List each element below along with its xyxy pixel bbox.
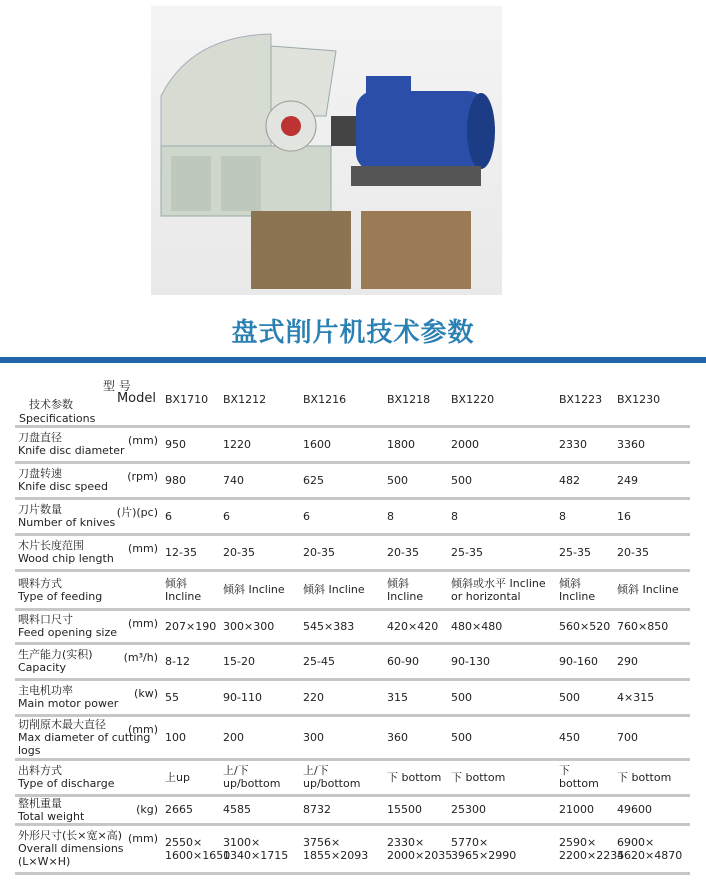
spec-cn-name: 出料方式 [18,764,62,777]
disc-chipper-illustration [151,6,502,295]
spec-value: 3756× 1855×2093 [300,824,384,873]
spec-label-cell [15,759,162,795]
spec-value: 20-35 [220,534,300,570]
spec-value: 220 [300,679,384,715]
spec-row [15,426,690,462]
spec-value: 2330× 2000×2035 [384,824,448,873]
spec-en-name: Capacity [18,661,67,674]
model-header: BX1220 [448,374,556,426]
spec-value: 20-35 [614,534,690,570]
spec-value: 740 [220,462,300,498]
spec-value: 980 [162,462,220,498]
spec-value: 4×315 [614,679,690,715]
spec-cn-name: 木片长度范围 [18,539,84,552]
spec-value: 倾斜 Incline [162,570,220,609]
spec-rows [15,426,690,873]
spec-en-name: Wood chip length [18,552,114,565]
spec-row [15,570,690,609]
spec-label-cell [15,462,162,498]
spec-value: 20-35 [384,534,448,570]
spec-unit: (kw) [134,686,158,700]
spec-label-cell [15,643,162,679]
spec-value: 下 bottom [614,759,690,795]
spec-label-cell [15,679,162,715]
spec-value: 360 [384,715,448,759]
spec-row [15,679,690,715]
spec-value: 3100× 1340×1715 [220,824,300,873]
spec-en-name: Number of knives [18,516,116,529]
spec-cn-name: 刀盘转速 [18,467,62,480]
spec-value: 倾斜 Incline [384,570,448,609]
spec-label-cell [15,534,162,570]
spec-value: 300×300 [220,609,300,643]
spec-en-name: Overall dimensions (L×W×H) [18,842,124,868]
spec-value: 21000 [556,795,614,824]
spec-cn-name: 切削原木最大直径 [18,717,106,731]
spec-value: 315 [384,679,448,715]
product-photo [151,6,502,295]
spec-value: 60-90 [384,643,448,679]
spec-value: 700 [614,715,690,759]
spec-label-cell [15,498,162,534]
spec-value: 8 [384,498,448,534]
spec-en-name: Type of discharge [18,777,115,790]
spec-value: 480×480 [448,609,556,643]
spec-value: 5770× 3965×2990 [448,824,556,873]
spec-value: 倾斜 Incline [556,570,614,609]
spec-value: 500 [556,679,614,715]
spec-unit: (mm) [127,616,158,630]
title-divider [0,357,706,363]
spec-cn-name: 生产能力(实积) [18,648,93,661]
spec-cn-name: 刀片数量 [18,503,62,516]
spec-unit: (mm) [127,722,158,736]
spec-label-cell [15,824,162,873]
spec-value: 200 [220,715,300,759]
spec-en-name: Type of feeding [18,589,103,603]
spec-value: 49600 [614,795,690,824]
spec-value: 290 [614,643,690,679]
spec-row [15,795,690,824]
spec-value: 2665 [162,795,220,824]
model-cn-label: 型 号 [103,379,131,393]
spec-value: 500 [448,679,556,715]
spec-value: 300 [300,715,384,759]
spec-value: 8 [556,498,614,534]
spec-value: 下 bottom [556,759,614,795]
spec-value: 6900× 4620×4870 [614,824,690,873]
spec-value: 500 [384,462,448,498]
spec-cn-name: 喂料方式 [18,576,62,590]
spec-en-name: Knife disc speed [18,480,108,493]
spec-value: 6 [300,498,384,534]
model-header: BX1223 [556,374,614,426]
spec-value: 8-12 [162,643,220,679]
spec-table-container [15,374,690,875]
spec-en-name: Knife disc diameter [18,444,125,457]
spec-value: 1800 [384,426,448,462]
spec-en-name: Total weight [18,809,85,823]
spec-value: 上up [162,759,220,795]
model-header: BX1216 [300,374,384,426]
spec-value: 249 [614,462,690,498]
spec-en-name: Max diameter of cutting logs [18,730,151,757]
spec-value: 倾斜或水平 Incline or horizontal [448,570,556,609]
spec-value: 20-35 [300,534,384,570]
spec-value: 16 [614,498,690,534]
spec-value: 625 [300,462,384,498]
spec-unit: (kg) [136,802,158,816]
spec-cn-name: 刀盘直径 [18,431,62,444]
spec-cn-name: 整机重量 [18,796,62,810]
spec-value: 8 [448,498,556,534]
header-spec-cell [15,374,162,426]
spec-row [15,643,690,679]
spec-value: 25-35 [448,534,556,570]
spec-row [15,462,690,498]
spec-row [15,715,690,759]
spec-unit: (mm) [127,831,158,845]
spec-value: 15500 [384,795,448,824]
model-header: BX1230 [614,374,690,426]
spec-label-cell [15,570,162,609]
spec-row [15,824,690,873]
spec-value: 2000 [448,426,556,462]
spec-cn-name: 喂料口尺寸 [18,613,73,626]
spec-row [15,498,690,534]
spec-en-name: Main motor power [18,697,119,710]
header-row [15,374,690,426]
spec-label-cell [15,426,162,462]
spec-value: 25-45 [300,643,384,679]
spec-value: 倾斜 Incline [614,570,690,609]
spec-value: 950 [162,426,220,462]
spec-value: 15-20 [220,643,300,679]
model-header: BX1212 [220,374,300,426]
spec-value: 420×420 [384,609,448,643]
spec-unit: (mm) [127,541,158,555]
spec-value: 760×850 [614,609,690,643]
spec-value: 55 [162,679,220,715]
spec-cn-name: 外形尺寸(长×宽×高) [18,829,123,842]
spec-value: 2330 [556,426,614,462]
spec-value: 25300 [448,795,556,824]
spec-value: 207×190 [162,609,220,643]
spec-value: 90-110 [220,679,300,715]
spec-value: 4585 [220,795,300,824]
spec-value: 1220 [220,426,300,462]
spec-value: 500 [448,462,556,498]
spec-cn-label: 技术参数 [29,398,73,411]
spec-label-cell [15,715,162,759]
spec-label-cell [15,795,162,824]
spec-unit: (mm) [127,433,158,447]
spec-en-label: Specifications [19,412,96,425]
spec-value: 100 [162,715,220,759]
spec-value: 482 [556,462,614,498]
spec-value: 1600 [300,426,384,462]
spec-label-cell [15,609,162,643]
page-title: 盘式削片机技术参数 [231,318,475,348]
spec-value: 2550× 1600×1650 [162,824,220,873]
spec-value: 450 [556,715,614,759]
spec-table [15,374,690,875]
spec-value: 545×383 [300,609,384,643]
spec-value: 560×520 [556,609,614,643]
spec-value: 下 bottom [384,759,448,795]
spec-value: 8732 [300,795,384,824]
spec-row [15,609,690,643]
spec-value: 上/下up/bottom [220,759,300,795]
spec-value: 6 [220,498,300,534]
spec-value: 倾斜 Incline [220,570,300,609]
spec-value: 90-160 [556,643,614,679]
spec-cn-name: 主电机功率 [18,684,73,697]
spec-value: 90-130 [448,643,556,679]
spec-value: 6 [162,498,220,534]
spec-value: 倾斜 Incline [300,570,384,609]
spec-row [15,759,690,795]
spec-value: 12-35 [162,534,220,570]
spec-value: 3360 [614,426,690,462]
model-header: BX1710 [162,374,220,426]
spec-value: 上/下up/bottom [300,759,384,795]
spec-en-name: Feed opening size [18,626,118,639]
spec-row [15,534,690,570]
spec-unit: (片)(pc) [116,505,158,519]
spec-value: 25-35 [556,534,614,570]
spec-unit: (m³/h) [123,650,158,664]
spec-value: 2590× 2200×2235 [556,824,614,873]
spec-value: 下 bottom [448,759,556,795]
model-en-label: Model [116,391,156,406]
model-header: BX1218 [384,374,448,426]
spec-unit: (rpm) [127,469,158,483]
spec-value: 500 [448,715,556,759]
